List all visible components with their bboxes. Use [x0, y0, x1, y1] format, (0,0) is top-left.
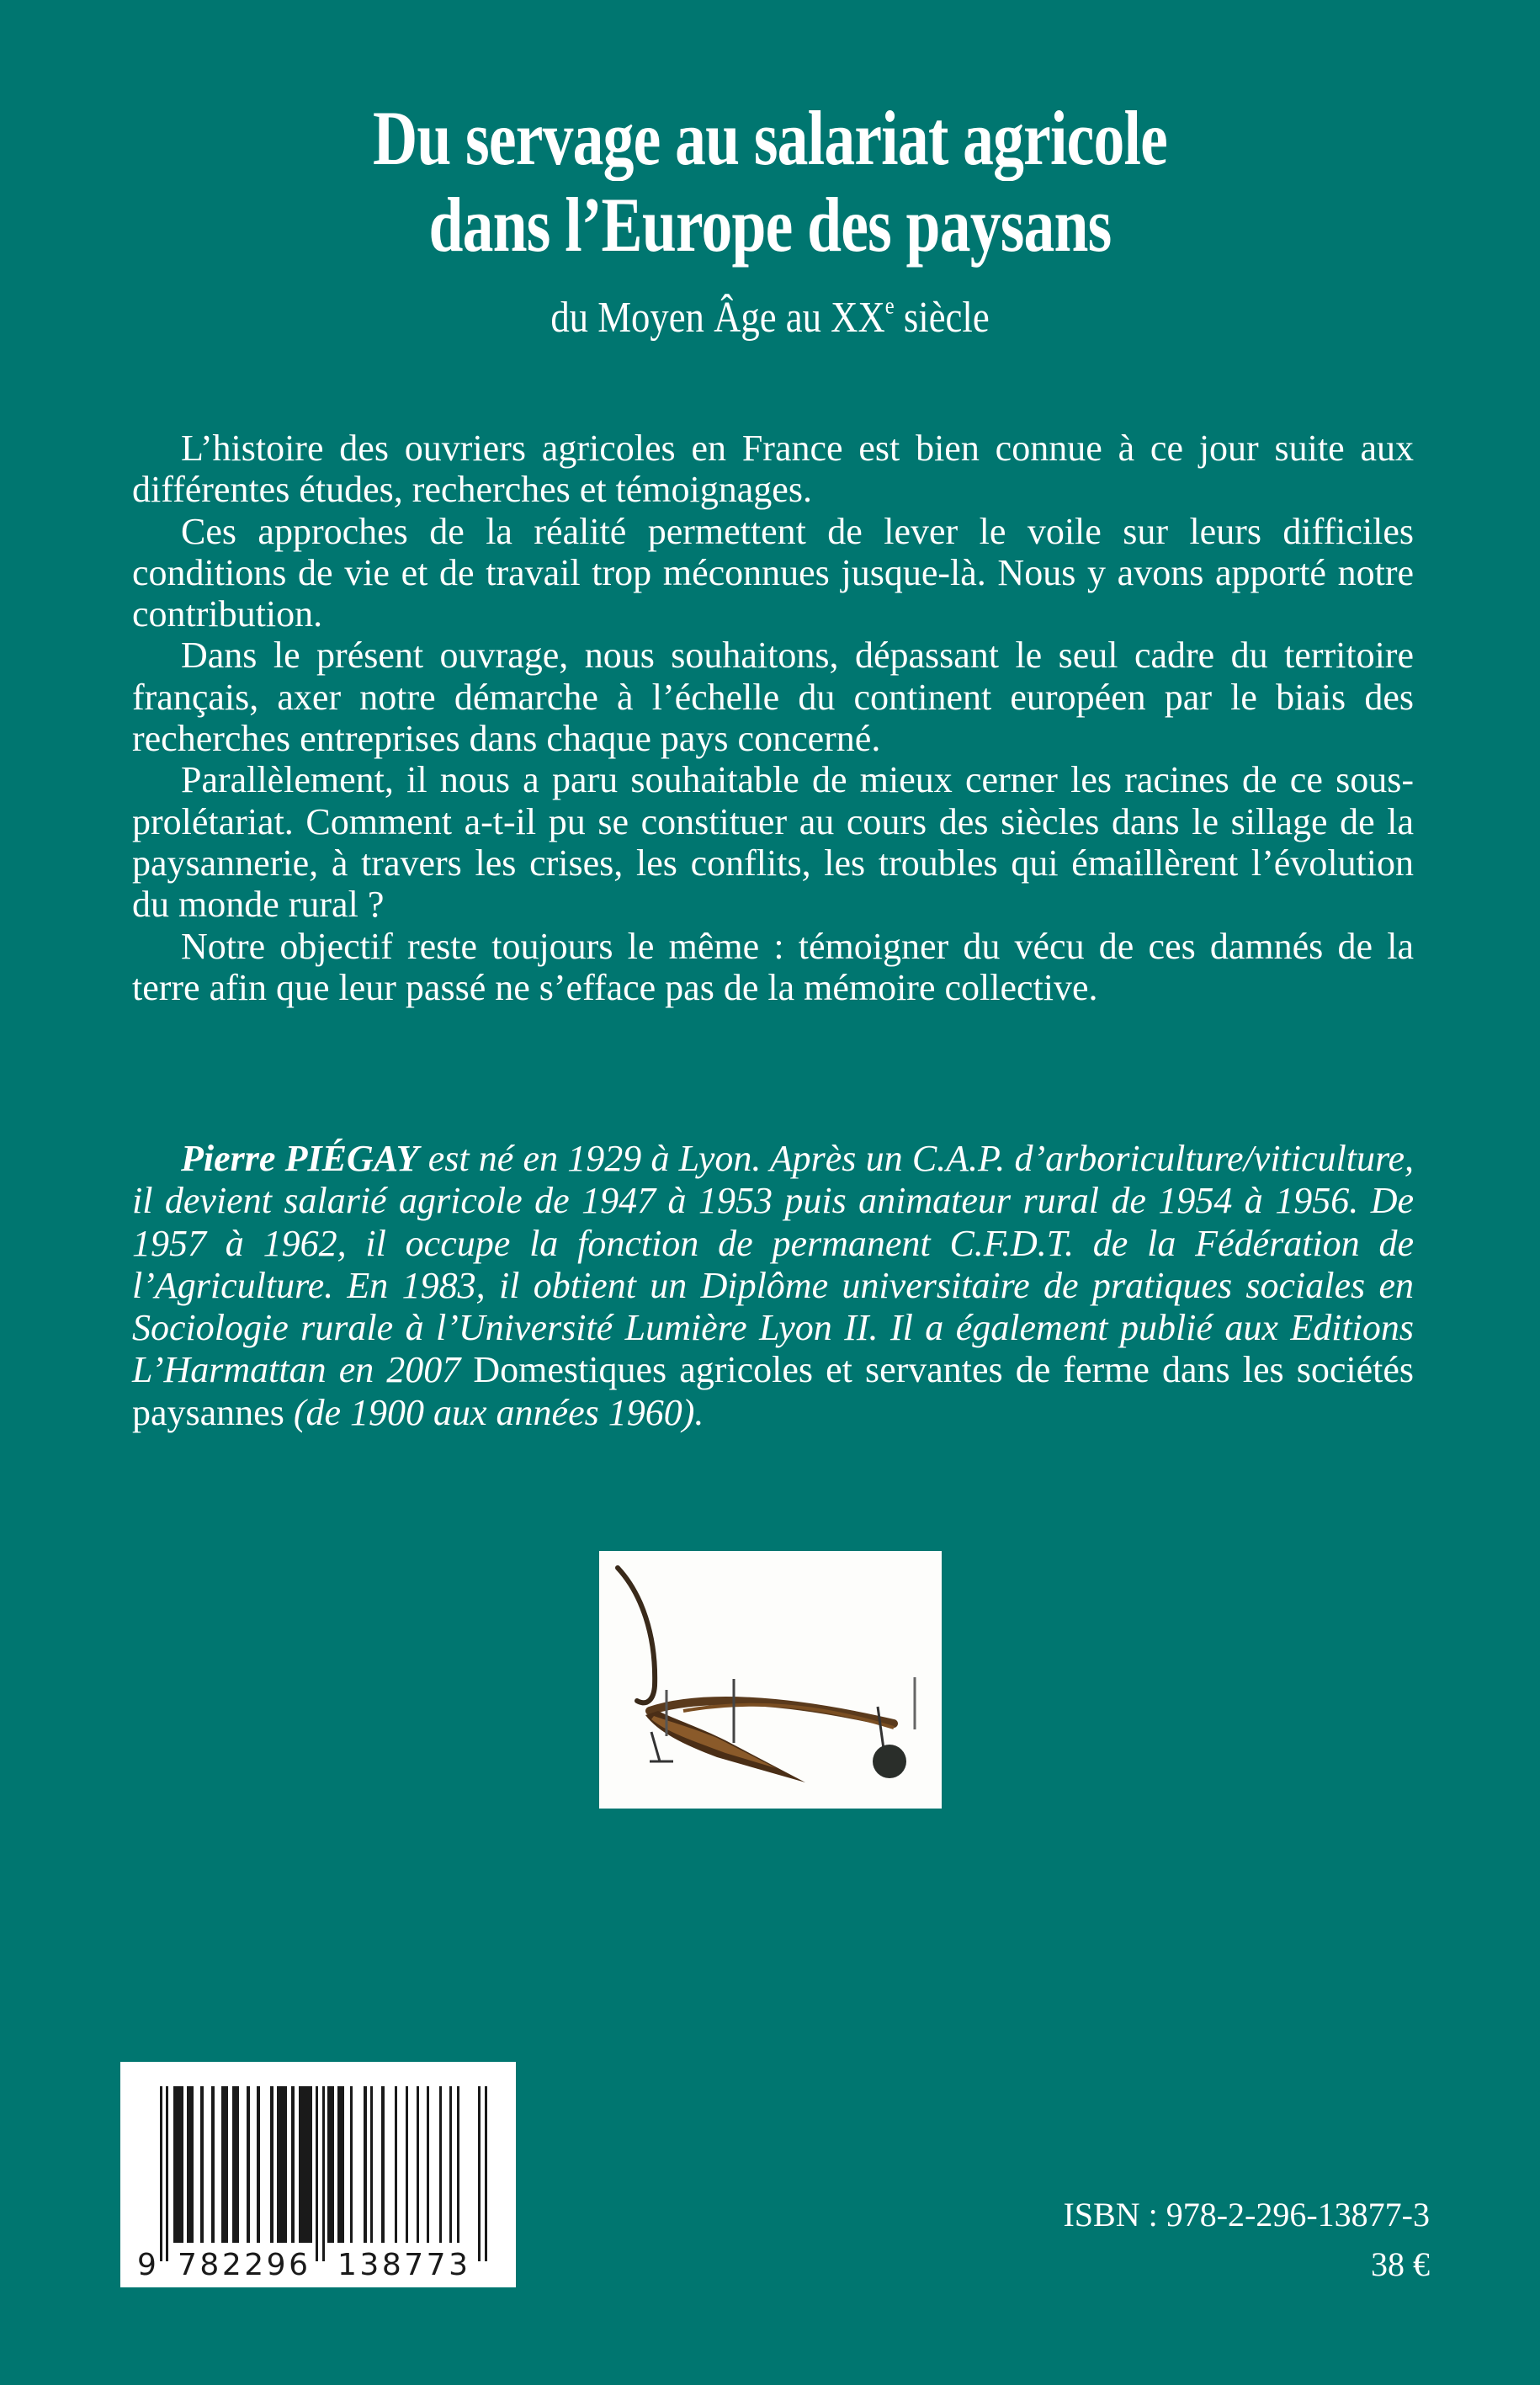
- book-subtitle: [108, 293, 1432, 342]
- isbn-number: ISBN : 978-2-296-13877-3: [1063, 2196, 1430, 2234]
- book-title-line-2: dans l’Europe des paysans: [428, 182, 1112, 268]
- book-price: 38 €: [1371, 2245, 1430, 2283]
- barcode-digits-right: 138773: [337, 2248, 468, 2282]
- blurb-paragraph: Ces approches de la réalité permettent de lever le voile sur leurs difficiles conditions de vie et de travail trop méconnues jusque-là. Nous y avons apporté notre contribution.: [132, 510, 1414, 635]
- subtitle-suffix: siècle: [894, 294, 990, 342]
- author-biography: [132, 1138, 1414, 1434]
- author-name: Pierre PIÉGAY: [181, 1138, 419, 1179]
- isbn-barcode: [120, 2062, 516, 2287]
- barcode-icon: [120, 2062, 516, 2287]
- subtitle-superscript: e: [884, 293, 895, 320]
- blurb-paragraph: L’histoire des ouvriers agricoles en France est bien connue à ce jour suite aux différentes études, recherches et témoignages.: [132, 428, 1414, 511]
- blurb-paragraph: Notre objectif reste toujours le même : témoigner du vécu de ces damnés de la terre afin que leur passé ne s’efface pas de la mémoire collective.: [132, 925, 1414, 1008]
- author-bio-paragraph: [132, 1138, 1414, 1434]
- book-title-line-1: Du servage au salariat agricole: [372, 95, 1168, 181]
- blurb-paragraph: Dans le présent ouvrage, nous souhaitons, dépassant le seul cadre du territoire français, axer notre démarche à l’échelle du continent européen par le biais des recherches entreprises dans chaque pays concerné.: [132, 635, 1414, 760]
- plough-image: [599, 1551, 942, 1809]
- blurb-paragraph: Parallèlement, il nous a paru souhaitable de mieux cerner les racines de ce sous-prolétariat. Comment a-t-il pu se constituer au cours des siècles dans le sillage de la paysannerie, à travers les crises, les conflits, les troubles qui émaillèrent l’évolution du monde rural ?: [132, 759, 1414, 926]
- author-bio-text-end: (de 1900 aux années 1960).: [284, 1391, 704, 1433]
- barcode-digits-left: 782296: [178, 2248, 308, 2282]
- subtitle-prefix: du Moyen Âge au XX: [550, 294, 885, 342]
- previous-book-title: Domestiques agricoles et servantes de ferme dans les sociétés paysannes: [132, 1349, 1414, 1433]
- author-bio-text: est né en 1929 à Lyon. Après un C.A.P. d’arboriculture/viticulture, il devient salarié agricole de 1947 à 1953 puis animateur rural de 1954 à 1956. De 1957 à 1962, il occupe la fonction de permanent C.F.D.T. de la Fédération de l’Agriculture. En 1983, il obtient un Diplôme universitaire de pratiques sociales en Sociologie rurale à l’Université Lumière Lyon II. Il a également publié aux Editions L’Harmattan en 2007: [132, 1138, 1414, 1391]
- back-cover-blurb: [132, 428, 1414, 1008]
- barcode-digit-first: 9: [137, 2248, 157, 2282]
- plough-illustration-icon: [599, 1551, 942, 1809]
